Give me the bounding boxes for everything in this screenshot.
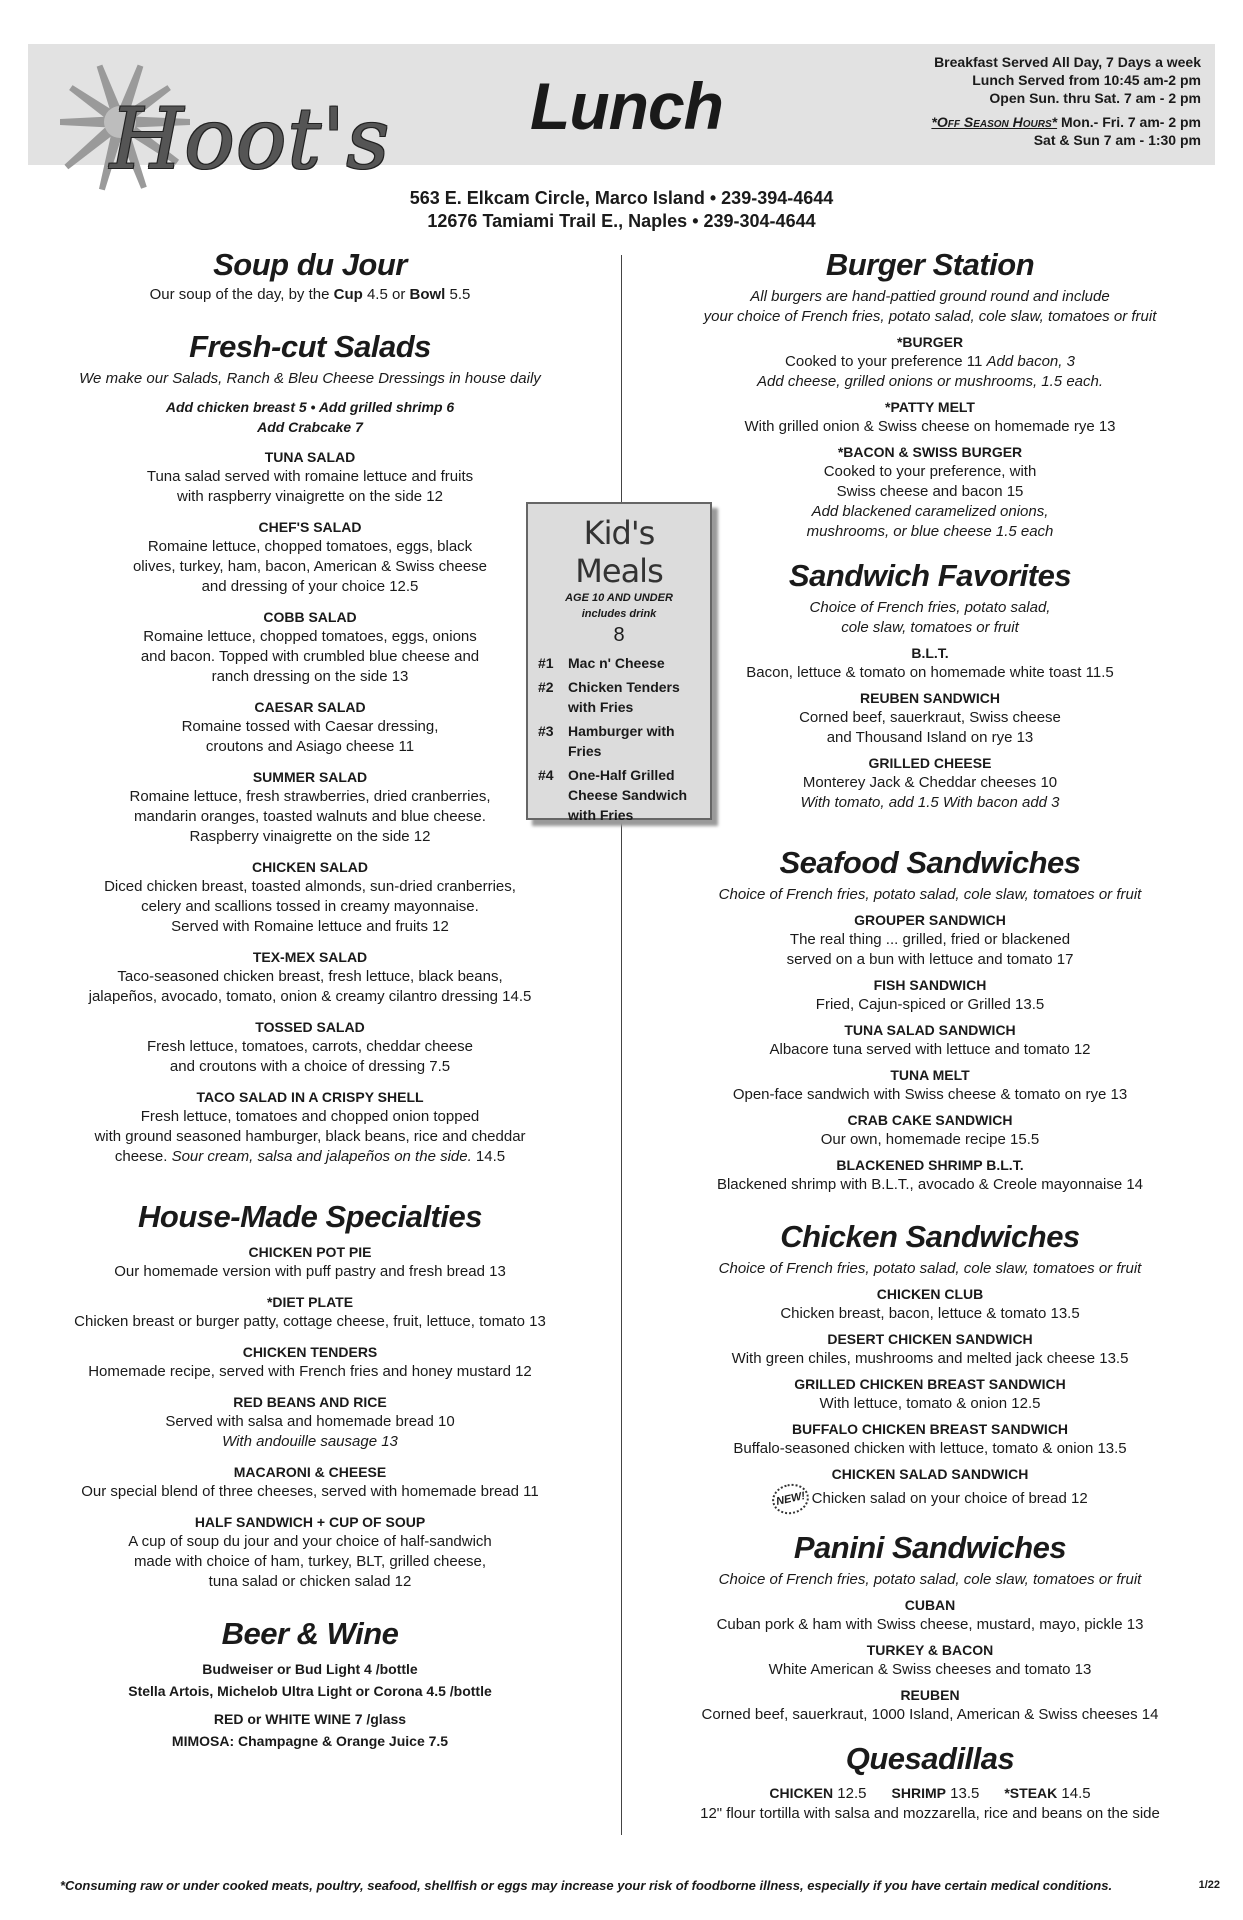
item-name: CAESAR SALAD <box>254 699 366 715</box>
seafood-section: Seafood Sandwiches Choice of French fries, potato salad, cole slaw, tomatoes or fruit GROUPER SANDWICH The real thing ... grilled, fried or blackened served on a bun with lettuce and tomato 17 FISH SANDWICH Fried, Cajun-spiced or Grilled 13.5 TUNA SALAD SANDWICH Albacore tuna served with lettuce and tomato 12 TUNA MELT Open-face sandwich with Swiss cheese & tomato on rye 13 CRAB CAKE SANDWICH Our own, homemade recipe 15.5 BLACKENED SHRIMP B.L.T. Blackened shrimp with B.L.T., avocado & Creole mayonnaise 14 <box>660 843 1200 1195</box>
item-name: RED BEANS AND RICE <box>233 1394 387 1410</box>
item-name: B.L.T. <box>911 645 949 661</box>
item-name: *DIET PLATE <box>266 1294 354 1310</box>
item-name: TUNA MELT <box>890 1067 970 1083</box>
logo-text: Hoot's <box>110 90 391 188</box>
section-title: Fresh-cut Salads <box>189 329 431 364</box>
soup-section <box>40 245 580 305</box>
menu-item: HALF SANDWICH + CUP OF SOUP A cup of soup du jour and your choice of half-sandwich made with choice of ham, turkey, BLT, grilled cheese, tuna salad or chicken salad 12 <box>40 1513 580 1592</box>
off-season-label: *Off Season Hours* <box>931 114 1058 130</box>
menu-item: BUFFALO CHICKEN BREAST SANDWICH Buffalo-seasoned chicken with lettuce, tomato & onion 13.5 <box>660 1420 1200 1459</box>
address-naples: 12676 Tamiami Trail E., Naples • 239-304-4644 <box>427 211 816 231</box>
menu-item: TUNA MELT Open-face sandwich with Swiss cheese & tomato on rye 13 <box>660 1066 1200 1105</box>
menu-date: 1/22 <box>1198 1879 1220 1891</box>
item-name: *BACON & SWISS BURGER <box>837 444 1023 460</box>
hours-line: Breakfast Served All Day, 7 Days a week <box>934 54 1201 70</box>
section-title: Panini Sandwiches <box>793 1530 1067 1565</box>
item-name: TACO SALAD IN A CRISPY SHELL <box>196 1089 424 1105</box>
quesadilla-desc: 12" flour tortilla with salsa and mozzarella, rice and beans on the side <box>700 1805 1160 1822</box>
hoots-logo <box>40 52 391 202</box>
menu-item: TOSSED SALAD Fresh lettuce, tomatoes, carrots, cheddar cheese and croutons with a choice of dressing 7.5 <box>40 1018 580 1077</box>
menu-item: FISH SANDWICH Fried, Cajun-spiced or Grilled 13.5 <box>660 976 1200 1015</box>
addresses <box>0 187 1243 233</box>
section-title: Seafood Sandwiches <box>779 845 1081 880</box>
item-name: GROUPER SANDWICH <box>854 912 1006 928</box>
left-column <box>40 245 580 1752</box>
page-title: Lunch <box>530 69 723 143</box>
menu-item: GRILLED CHICKEN BREAST SANDWICH With lettuce, tomato & onion 12.5 <box>660 1375 1200 1414</box>
menu-item: CHICKEN POT PIE Our homemade version with puff pastry and fresh bread 13 <box>40 1243 580 1282</box>
menu-item: BLACKENED SHRIMP B.L.T. Blackened shrimp with B.L.T., avocado & Creole mayonnaise 14 <box>660 1156 1200 1195</box>
menu-item: COBB SALAD Romaine lettuce, chopped tomatoes, eggs, onions and bacon. Topped with crumbled blue cheese and ranch dressing on the side 13 <box>40 608 580 687</box>
menu-item: CHICKEN CLUB Chicken breast, bacon, lettuce & tomato 13.5 <box>660 1285 1200 1324</box>
menu-item: DESERT CHICKEN SANDWICH With green chiles, mushrooms and melted jack cheese 13.5 <box>660 1330 1200 1369</box>
item-name: COBB SALAD <box>263 609 357 625</box>
item-name: TEX-MEX SALAD <box>252 949 368 965</box>
menu-item: TUNA SALAD SANDWICH Albacore tuna served with lettuce and tomato 12 <box>660 1021 1200 1060</box>
menu-item: SUMMER SALAD Romaine lettuce, fresh strawberries, dried cranberries, mandarin oranges, toasted walnuts and blue cheese. Raspberry vinaigrette on the side 12 <box>40 768 580 847</box>
hours-line: Open Sun. thru Sat. 7 am - 2 pm <box>989 90 1201 106</box>
section-title: Burger Station <box>825 247 1035 282</box>
menu-item: *BURGER Cooked to your preference 11 Add bacon, 3 Add cheese, grilled onions or mushrooms, 1.5 each. <box>660 333 1200 392</box>
menu-item: GRILLED CHEESE Monterey Jack & Cheddar cheeses 10 With tomato, add 1.5 With bacon add 3 <box>660 754 1200 813</box>
hours-block <box>931 53 1201 149</box>
address-marco: 563 E. Elkcam Circle, Marco Island • 239-394-4644 <box>409 188 834 208</box>
item-name: GRILLED CHICKEN BREAST SANDWICH <box>794 1376 1066 1392</box>
kids-item: #4 One-Half Grilled Cheese Sandwich with Fries <box>538 767 688 823</box>
item-name: FISH SANDWICH <box>873 977 987 993</box>
kids-item: #2 Chicken Tenders with Fries <box>538 679 680 715</box>
item-name: SUMMER SALAD <box>252 769 368 785</box>
menu-item: *DIET PLATE Chicken breast or burger patty, cottage cheese, fruit, lettuce, tomato 13 <box>40 1293 580 1332</box>
sandwich-section: Sandwich Favorites Choice of French fries, potato salad, cole slaw, tomatoes or fruit B.L.T. Bacon, lettuce & tomato on homemade white toast 11.5 REUBEN SANDWICH Corned beef, sauerkraut, Swiss cheese and Thousand Island on rye 13 GRILLED CHEESE Monterey Jack & Cheddar cheeses 10 With tomato, add 1.5 With bacon add 3 <box>660 556 1200 813</box>
section-title: Chicken Sandwiches <box>780 1219 1080 1254</box>
item-name: REUBEN <box>900 1687 960 1703</box>
kids-age: AGE 10 AND UNDER includes drink <box>565 592 673 620</box>
item-name: *PATTY MELT <box>885 399 975 415</box>
item-name: REUBEN SANDWICH <box>860 690 1000 706</box>
food-warning: *Consuming raw or under cooked meats, poultry, seafood, shellfish or eggs may increase your risk of foodborne illness, especially if you have certain medical conditions. <box>60 1878 1113 1893</box>
menu-item: REUBEN SANDWICH Corned beef, sauerkraut, Swiss cheese and Thousand Island on rye 13 <box>660 689 1200 748</box>
item-name: TURKEY & BACON <box>866 1642 994 1658</box>
menu-item: RED BEANS AND RICE Served with salsa and homemade bread 10 With andouille sausage 13 <box>40 1393 580 1452</box>
menu-item: CHEF'S SALAD Romaine lettuce, chopped tomatoes, eggs, black olives, turkey, ham, bacon, American & Swiss cheese and dressing of your choice 12.5 <box>40 518 580 597</box>
soup-desc: Our soup of the day, by the Cup 4.5 or Bowl 5.5 <box>149 286 471 303</box>
salads-section <box>40 327 580 1167</box>
item-name: CUBAN <box>904 1597 956 1613</box>
item-name: BLACKENED SHRIMP B.L.T. <box>836 1157 1024 1173</box>
section-title: Quesadillas <box>845 1741 1015 1776</box>
menu-item: CHICKEN SALAD SANDWICH NEW! Chicken salad on your choice of bread 12 <box>660 1465 1200 1514</box>
item-name: CHICKEN TENDERS <box>242 1344 378 1360</box>
menu-item: B.L.T. Bacon, lettuce & tomato on homemade white toast 11.5 <box>660 644 1200 683</box>
item-name: GRILLED CHEESE <box>868 755 992 771</box>
kids-price: 8 <box>613 624 625 646</box>
menu-item: MACARONI & CHEESE Our special blend of three cheeses, served with homemade bread 11 <box>40 1463 580 1502</box>
panini-section: Panini Sandwiches Choice of French fries, potato salad, cole slaw, tomatoes or fruit CUBAN Cuban pork & ham with Swiss cheese, mustard, mayo, pickle 13 TURKEY & BACON White American & Swiss cheeses and tomato 13 REUBEN Corned beef, sauerkraut, 1000 Island, American & Swiss cheeses 14 <box>660 1528 1200 1725</box>
item-name: CHICKEN SALAD <box>252 859 368 875</box>
menu-item: GROUPER SANDWICH The real thing ... grilled, fried or blackened served on a bun with lettuce and tomato 17 <box>660 911 1200 970</box>
item-name: CHICKEN SALAD SANDWICH <box>831 1466 1029 1482</box>
new-badge: NEW! <box>770 1480 813 1517</box>
kids-item: #1 Mac n' Cheese <box>538 655 665 671</box>
item-name: HALF SANDWICH + CUP OF SOUP <box>194 1514 426 1530</box>
kids-title: Kid's Meals <box>575 514 663 590</box>
item-name: CHICKEN POT PIE <box>248 1244 372 1260</box>
off-season-weekday: Mon.- Fri. 7 am- 2 pm <box>1057 114 1201 130</box>
section-title: Soup du Jour <box>213 247 407 282</box>
menu-item: CUBAN Cuban pork & ham with Swiss cheese, mustard, mayo, pickle 13 <box>660 1596 1200 1635</box>
item-name: BUFFALO CHICKEN BREAST SANDWICH <box>791 1421 1069 1437</box>
beer-wine-section: Beer & Wine Budweiser or Bud Light 4 /bottle Stella Artois, Michelob Ultra Light or Corona 4.5 /bottle RED or WHITE WINE 7 /glass MIMOSA: Champagne & Orange Juice 7.5 <box>40 1614 580 1752</box>
menu-item: TACO SALAD IN A CRISPY SHELL Fresh lettuce, tomatoes and chopped onion topped with ground seasoned hamburger, black beans, rice and cheddar cheese. Sour cream, salsa and jalapeños on the side. 14.5 <box>40 1088 580 1167</box>
menu-item: CHICKEN TENDERS Homemade recipe, served with French fries and honey mustard 12 <box>40 1343 580 1382</box>
menu-item: *BACON & SWISS BURGER Cooked to your preference, with Swiss cheese and bacon 15 Add blackened caramelized onions, mushrooms, or blue cheese 1.5 each <box>660 443 1200 542</box>
hours-line: Lunch Served from 10:45 am-2 pm <box>972 72 1201 88</box>
item-name: CHICKEN CLUB <box>876 1286 984 1302</box>
chicken-section: Chicken Sandwiches Choice of French fries, potato salad, cole slaw, tomatoes or fruit CHICKEN CLUB Chicken breast, bacon, lettuce & tomato 13.5 DESERT CHICKEN SANDWICH With green chiles, mushrooms and melted jack cheese 13.5 GRILLED CHICKEN BREAST SANDWICH With lettuce, tomato & onion 12.5 BUFFALO CHICKEN BREAST SANDWICH Buffalo-seasoned chicken with lettuce, tomato & onion 13.5 CHICKEN SALAD SANDWICH NEW! Chicken salad on your choice of bread 12 <box>660 1217 1200 1514</box>
section-title: House-Made Specialties <box>138 1199 482 1234</box>
kids-item: #3 Hamburger with Fries <box>538 723 675 759</box>
off-season-weekend: Sat & Sun 7 am - 1:30 pm <box>1033 132 1201 148</box>
menu-item: TEX-MEX SALAD Taco-seasoned chicken breast, fresh lettuce, black beans, jalapeños, avocado, tomato, onion & creamy cilantro dressing 14.5 <box>40 948 580 1007</box>
item-name: MACARONI & CHEESE <box>233 1464 387 1480</box>
menu-item: CHICKEN SALAD Diced chicken breast, toasted almonds, sun-dried cranberries, celery and scallions tossed in creamy mayonnaise. Served with Romaine lettuce and fruits 12 <box>40 858 580 937</box>
menu-item: TURKEY & BACON White American & Swiss cheeses and tomato 13 <box>660 1641 1200 1680</box>
menu-item: CAESAR SALAD Romaine tossed with Caesar dressing, croutons and Asiago cheese 11 <box>40 698 580 757</box>
item-name: *BURGER <box>896 334 964 350</box>
menu-item: CRAB CAKE SANDWICH Our own, homemade recipe 15.5 <box>660 1111 1200 1150</box>
specialties-section <box>40 1197 580 1592</box>
burger-section: Burger Station All burgers are hand-pattied ground round and include your choice of French fries, potato salad, cole slaw, tomatoes or fruit *BURGER Cooked to your preference 11 Add bacon, 3 Add cheese, grilled onions or mushrooms, 1.5 each. *PATTY MELT With grilled onion & Swiss cheese on homemade rye 13 *BACON & SWISS BURGER Cooked to your preference, with Swiss cheese and bacon 15 Add blackened caramelized onions, mushrooms, or blue cheese 1.5 each <box>660 245 1200 542</box>
section-title: Sandwich Favorites <box>788 558 1072 593</box>
quesadilla-prices: CHICKEN 12.5 SHRIMP 13.5 *STEAK 14.5 <box>769 1785 1091 1802</box>
salad-addons: Add chicken breast 5 • Add grilled shrimp 6 Add Crabcake 7 <box>165 399 455 435</box>
quesadillas-section <box>660 1739 1200 1824</box>
item-name: TOSSED SALAD <box>255 1019 365 1035</box>
section-title: Beer & Wine <box>221 1616 399 1651</box>
menu-item: TUNA SALAD Tuna salad served with romaine lettuce and fruits with raspberry vinaigrette on the side 12 <box>40 448 580 507</box>
footer <box>60 1878 1220 1893</box>
section-desc: We make our Salads, Ranch & Bleu Cheese Dressings in house daily <box>79 370 541 387</box>
off-season-hours <box>931 113 1201 131</box>
item-name: TUNA SALAD <box>264 449 356 465</box>
item-name: CHEF'S SALAD <box>258 519 362 535</box>
item-name: DESERT CHICKEN SANDWICH <box>827 1331 1033 1347</box>
item-name: TUNA SALAD SANDWICH <box>844 1022 1016 1038</box>
menu-item: REUBEN Corned beef, sauerkraut, 1000 Island, American & Swiss cheeses 14 <box>660 1686 1200 1725</box>
right-column <box>660 245 1200 1824</box>
item-name: CRAB CAKE SANDWICH <box>847 1112 1013 1128</box>
column-divider <box>621 255 622 1835</box>
menu-item: *PATTY MELT With grilled onion & Swiss cheese on homemade rye 13 <box>660 398 1200 437</box>
